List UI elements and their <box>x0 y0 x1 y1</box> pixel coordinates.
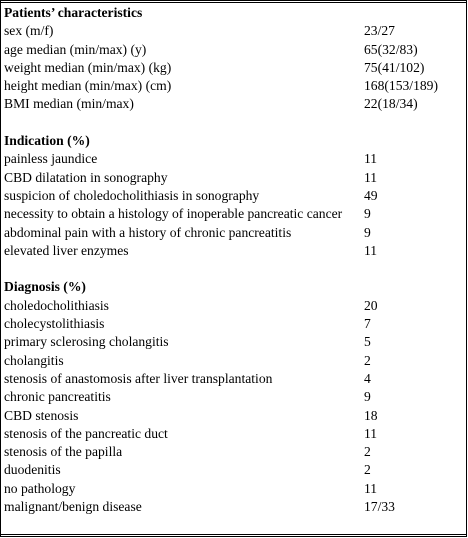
row-label: choledocholithiasis <box>4 297 109 313</box>
row-value: 2 <box>364 444 371 460</box>
row-value: 9 <box>364 206 371 222</box>
table-row <box>4 150 460 168</box>
row-label: sex (m/f) <box>4 23 54 39</box>
row-value: 168(153/189) <box>364 78 439 94</box>
table-body <box>4 4 460 516</box>
row-value: 9 <box>364 224 371 240</box>
row-value: 20 <box>364 297 378 313</box>
section-heading-diagnosis <box>4 278 460 296</box>
row-value: 7 <box>364 316 371 332</box>
row-label: suspicion of choledocholithiasis in sonography <box>4 187 260 203</box>
row-value: 11 <box>364 242 378 258</box>
row-label: height median (min/max) (cm) <box>4 78 172 94</box>
table-row <box>4 480 460 498</box>
table-row <box>4 22 460 40</box>
table-row <box>4 77 460 95</box>
table-row <box>4 187 460 205</box>
table-row <box>4 443 460 461</box>
row-value: 65(32/83) <box>364 41 418 57</box>
table-row <box>4 59 460 77</box>
row-label: stenosis of the pancreatic duct <box>4 425 168 441</box>
row-value: 2 <box>364 352 371 368</box>
row-value: 22(18/34) <box>364 96 418 112</box>
table-row <box>4 41 460 59</box>
row-label: BMI median (min/max) <box>4 96 134 112</box>
row-label: necessity to obtain a histology of inoperable pancreatic cancer <box>4 206 343 222</box>
row-value: 75(41/102) <box>364 59 425 75</box>
row-label: abdominal pain with a history of chronic pancreatitis <box>4 224 292 240</box>
row-label: no pathology <box>4 480 76 496</box>
row-value: 23/27 <box>364 23 395 39</box>
table-row <box>4 407 460 425</box>
section-heading-indication <box>4 132 460 150</box>
row-label: weight median (min/max) (kg) <box>4 59 172 75</box>
row-label: primary sclerosing cholangitis <box>4 334 169 350</box>
row-label: CBD dilatation in sonography <box>4 169 168 185</box>
table-row <box>4 425 460 443</box>
row-value: 11 <box>364 151 378 167</box>
row-value: 5 <box>364 334 371 350</box>
section-spacer <box>4 114 460 132</box>
row-value: 2 <box>364 462 371 478</box>
row-value: 11 <box>364 480 378 496</box>
section-heading-label: Diagnosis (%) <box>4 279 86 295</box>
table-row <box>4 297 460 315</box>
table-row <box>4 224 460 242</box>
table-row <box>4 242 460 260</box>
row-label: duodenitis <box>4 462 61 478</box>
row-value: 11 <box>364 425 378 441</box>
row-value: 4 <box>364 370 371 386</box>
table-row <box>4 315 460 333</box>
section-spacer <box>4 260 460 278</box>
row-label: stenosis of the papilla <box>4 444 123 460</box>
row-label: chronic pancreatitis <box>4 389 111 405</box>
table-row <box>4 169 460 187</box>
row-label: age median (min/max) (y) <box>4 41 147 57</box>
row-value: 9 <box>364 389 371 405</box>
table-row <box>4 205 460 223</box>
bottom-rule <box>1 534 466 535</box>
top-rule <box>1 2 466 3</box>
row-label: malignant/benign disease <box>4 499 142 515</box>
table-row <box>4 388 460 406</box>
section-heading-label: Indication (%) <box>4 133 90 149</box>
table-row <box>4 370 460 388</box>
row-label: elevated liver enzymes <box>4 242 129 258</box>
row-label: CBD stenosis <box>4 407 79 423</box>
row-label: painless jaundice <box>4 151 98 167</box>
section-heading-label: Patients’ characteristics <box>4 5 143 20</box>
row-value: 18 <box>364 407 378 423</box>
table-row <box>4 333 460 351</box>
row-value: 49 <box>364 187 378 203</box>
table-row <box>4 95 460 113</box>
table-row <box>4 498 460 516</box>
row-value: 11 <box>364 169 378 185</box>
row-label: cholecystolithiasis <box>4 316 105 332</box>
table-row <box>4 352 460 370</box>
row-label: stenosis of anastomosis after liver transplantation <box>4 370 273 386</box>
section-heading-patients <box>4 4 460 22</box>
row-value: 17/33 <box>364 499 395 515</box>
table-row <box>4 461 460 479</box>
row-label: cholangitis <box>4 352 64 368</box>
